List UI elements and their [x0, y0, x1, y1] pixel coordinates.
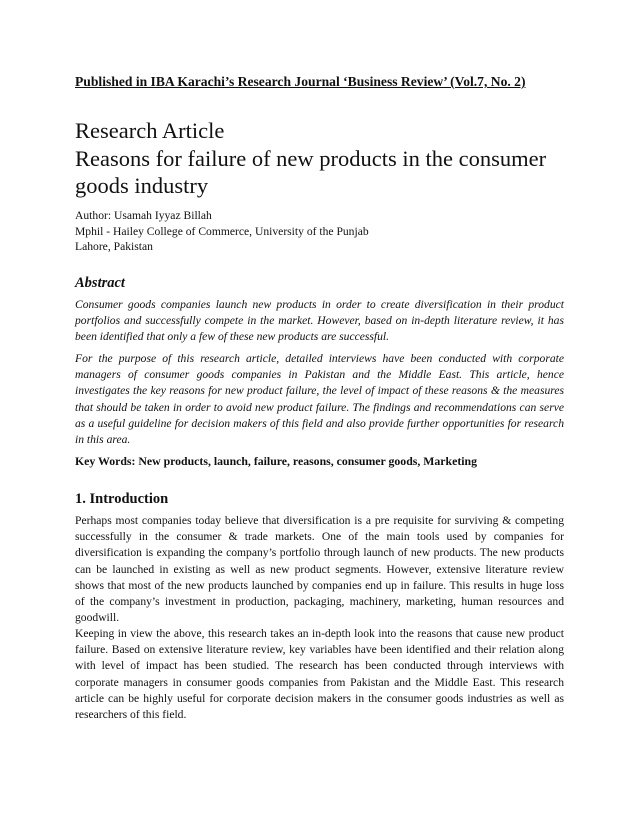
author-block [75, 208, 564, 255]
author-name: Author: Usamah Iyyaz Billah [75, 209, 212, 222]
author-location: Lahore, Pakistan [75, 240, 153, 253]
introduction-paragraph-2: Keeping in view the above, this research takes an in-depth look into the reasons that cause new product failure. Based on extensive literature review, key variables have been identified and their relation along with level of impact has been studied. The research has been conducted through interviews with corporate managers in consumer goods companies from Pakistan and the Middle East. This research article can be highly useful for corporate decision makers in the consumer goods industries as well as researchers of this field. [75, 627, 564, 722]
article-title-line-1: Reasons for failure of new products in the consumer [75, 145, 547, 171]
publication-line: Published in IBA Karachi’s Research Journal ‘Business Review’ (Vol.7, No. 2) [75, 74, 526, 89]
author-affiliation: Mphil - Hailey College of Commerce, University of the Punjab [75, 224, 369, 238]
title-block [75, 117, 578, 200]
introduction-heading: 1. Introduction [75, 491, 169, 507]
abstract-paragraph-1: Consumer goods companies launch new products in order to create diversification in their product portfolios and successfully compete in the market. However, based on in-depth literature review, it has been identified that only a few of these new products are successful. [75, 298, 564, 344]
introduction-paragraph-1: Perhaps most companies today believe that diversification is a pre requisite for surviving & competing successfully in the consumer & trade markets. One of the main tools used by companies for diversification is expanding the company’s portfolio through launch of new products. The new products can be launched in existing as well as new product segments. However, extensive literature review shows that most of the new products launched by companies end up in failure. This results in huge loss of the company’s investment in production, packaging, machinery, marketing, human resources and goodwill. [75, 514, 564, 625]
abstract-heading: Abstract [75, 275, 125, 291]
keywords-line: Key Words: New products, launch, failure, reasons, consumer goods, Marketing [75, 454, 477, 468]
article-type: Research Article [75, 118, 225, 143]
article-title-line-2: goods industry [75, 173, 209, 198]
abstract-paragraph-2: For the purpose of this research article, detailed interviews have been conducted with corporate managers of consumer goods companies in Pakistan and the Middle East. This article, hence investigates the key reasons for new product failure, the level of impact of these reasons & the measures that should be taken in order to avoid new product failure. The findings and recommendations can serve as a useful guideline for decision makers of this field and also provide further opportunities for research in this area. [75, 352, 564, 447]
